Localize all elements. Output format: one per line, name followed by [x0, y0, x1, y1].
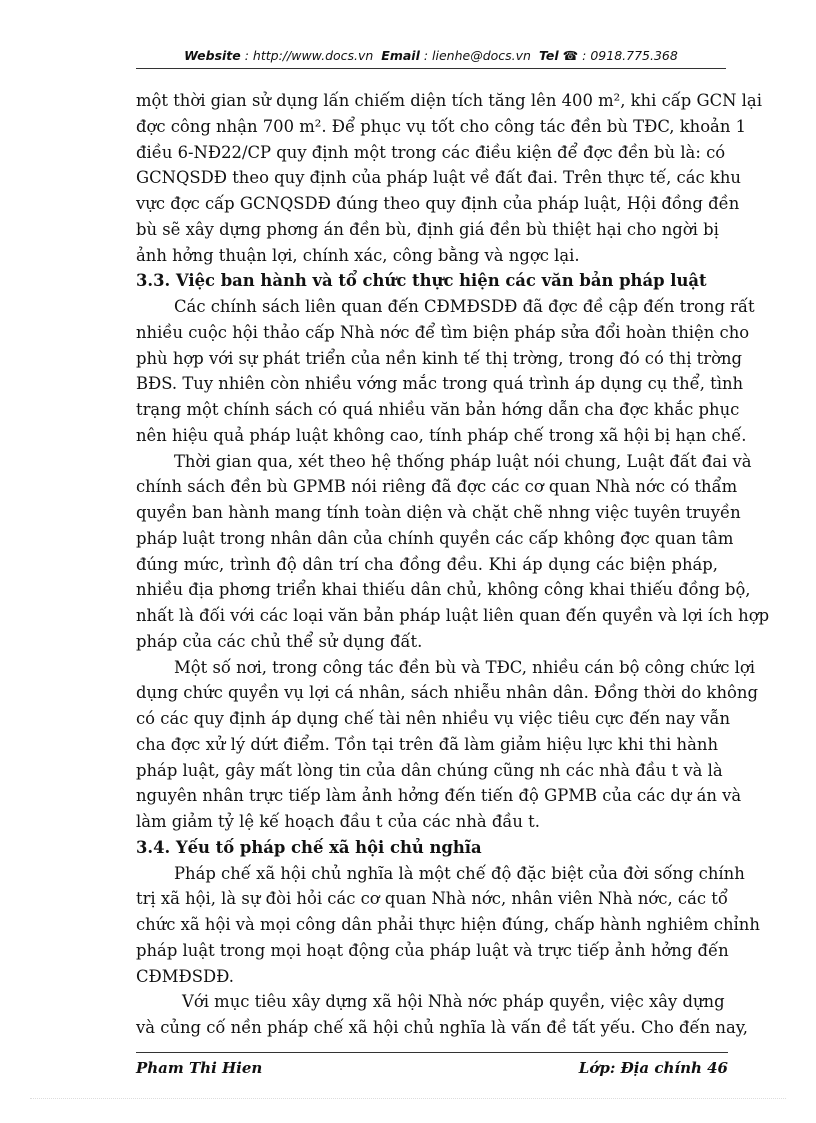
text-line: nhiều địa phơng triển khai thiếu dân chủ, không công khai thiếu đồng bộ,: [136, 580, 751, 600]
text-line: Các chính sách liên quan đến CĐMĐSDĐ đã đợc đề cập đến trong rất: [174, 297, 755, 316]
footer-class: Lớp: Địa chính 46: [578, 1059, 728, 1077]
text-line: bù sẽ xây dựng phơng án đền bù, định giá đền bù thiệt hại cho ngời bị: [136, 219, 719, 239]
text-line: Một số nơi, trong công tác đền bù và TĐC, nhiều cán bộ công chức lợi: [174, 657, 756, 677]
text-line: một thời gian sử dụng lấn chiếm diện tích tăng lên 400 m², khi cấp GCN lại: [136, 91, 762, 110]
email-label: Email: [381, 48, 420, 63]
website-label: Website: [184, 48, 241, 63]
text-line: pháp luật, gây mất lòng tin của dân chúng cũng nh các nhà đầu t và là: [136, 760, 723, 780]
website-url[interactable]: : http://www.docs.vn: [244, 48, 374, 63]
tel-label: Tel: [538, 48, 559, 63]
text-line: CĐMĐSDĐ.: [136, 966, 235, 986]
text-line: pháp luật trong nhân dân của chính quyền các cấp không đợc quan tâm: [136, 528, 734, 548]
text-line: pháp của các chủ thể sử dụng đất.: [136, 631, 423, 651]
text-line: đợc công nhận 700 m². Để phục vụ tốt cho công tác đền bù TĐC, khoản 1: [136, 116, 747, 136]
page-footer: [136, 1052, 728, 1084]
text-line: pháp luật trong mọi hoạt động của pháp luật và trực tiếp ảnh hởng đến: [136, 940, 729, 960]
text-line: vực đợc cấp GCNQSDĐ đúng theo quy định của pháp luật, Hội đồng đền: [136, 194, 740, 213]
text-line: chức xã hội và mọi công dân phải thực hiện đúng, chấp hành nghiêm chỉnh: [136, 915, 760, 934]
text-line: Pháp chế xã hội chủ nghĩa là một chế độ đặc biệt của đời sống chính: [174, 863, 745, 883]
text-line: nên hiệu quả pháp luật không cao, tính pháp chế trong xã hội bị hạn chế.: [136, 425, 747, 445]
footer-author: Pham Thi Hien: [136, 1059, 263, 1077]
text-line: đúng mức, trình độ dân trí cha đồng đều. Khi áp dụng các biện pháp,: [136, 554, 718, 574]
text-line: và củng cố nền pháp chế xã hội chủ nghĩa là vấn đề tất yếu. Cho đến nay,: [136, 1018, 749, 1037]
text-line: ảnh hởng thuận lợi, chính xác, công bằng và ngợc lại.: [136, 245, 580, 265]
text-line: Với mục tiêu xây dựng xã hội Nhà nớc pháp quyền, việc xây dựng: [182, 992, 725, 1012]
text-line: chính sách đền bù GPMB nói riêng đã đợc các cơ quan Nhà nớc có thẩm: [136, 477, 738, 497]
text-line: có các quy định áp dụng chế tài nên nhiều vụ việc tiêu cực đến nay vẫn: [136, 709, 731, 728]
text-line: nhất là đối với các loại văn bản pháp luật liên quan đến quyền và lợi ích hợp: [136, 606, 770, 625]
document-body: [136, 88, 770, 1041]
text-line: trị xã hội, là sự đòi hỏi các cơ quan Nhà nớc, nhân viên Nhà nớc, các tổ: [136, 889, 728, 909]
text-line: nhiều cuộc hội thảo cấp Nhà nớc để tìm biện pháp sửa đổi hoàn thiện cho: [136, 322, 750, 342]
section-heading: 3.3. Việc ban hành và tổ chức thực hiện các văn bản pháp luật: [136, 271, 707, 291]
email-value[interactable]: : lienhe@docs.vn: [423, 48, 531, 63]
text-line: BĐS. Tuy nhiên còn nhiều vớng mắc trong quá trình áp dụng cụ thể, tình: [136, 374, 744, 394]
text-line: nguyên nhân trực tiếp làm ảnh hởng đến tiến độ GPMB của các dự án và: [136, 786, 742, 806]
text-line: GCNQSDĐ theo quy định của pháp luật về đất đai. Trên thực tế, các khu: [136, 168, 741, 188]
text-line: Thời gian qua, xét theo hệ thống pháp luật nói chung, Luật đất đai và: [174, 451, 752, 471]
text-line: quyền ban hành mang tính toàn diện và chặt chẽ nhng việc tuyên truyền: [136, 503, 741, 522]
text-line: dụng chức quyền vụ lợi cá nhân, sách nhiễu nhân dân. Đồng thời do không: [136, 683, 758, 703]
text-line: cha đợc xử lý dứt điểm. Tồn tại trên đã làm giảm hiệu lực khi thi hành: [136, 734, 718, 754]
page-header: [136, 46, 726, 69]
text-line: điều 6-NĐ22/CP quy định một trong các điều kiện để đợc đền bù là: có: [136, 142, 726, 162]
divider: [30, 1098, 786, 1099]
tel-value: ☎ : 0918.775.368: [562, 48, 678, 63]
text-line: trạng một chính sách có quá nhiều văn bản hớng dẫn cha đợc khắc phục: [136, 400, 740, 419]
text-line: phù hợp với sự phát triển của nền kinh tế thị trờng, trong đó có thị trờng: [136, 348, 742, 368]
section-heading: 3.4. Yếu tố pháp chế xã hội chủ nghĩa: [136, 837, 482, 857]
text-line: làm giảm tỷ lệ kế hoạch đầu t của các nhà đầu t.: [136, 812, 540, 831]
